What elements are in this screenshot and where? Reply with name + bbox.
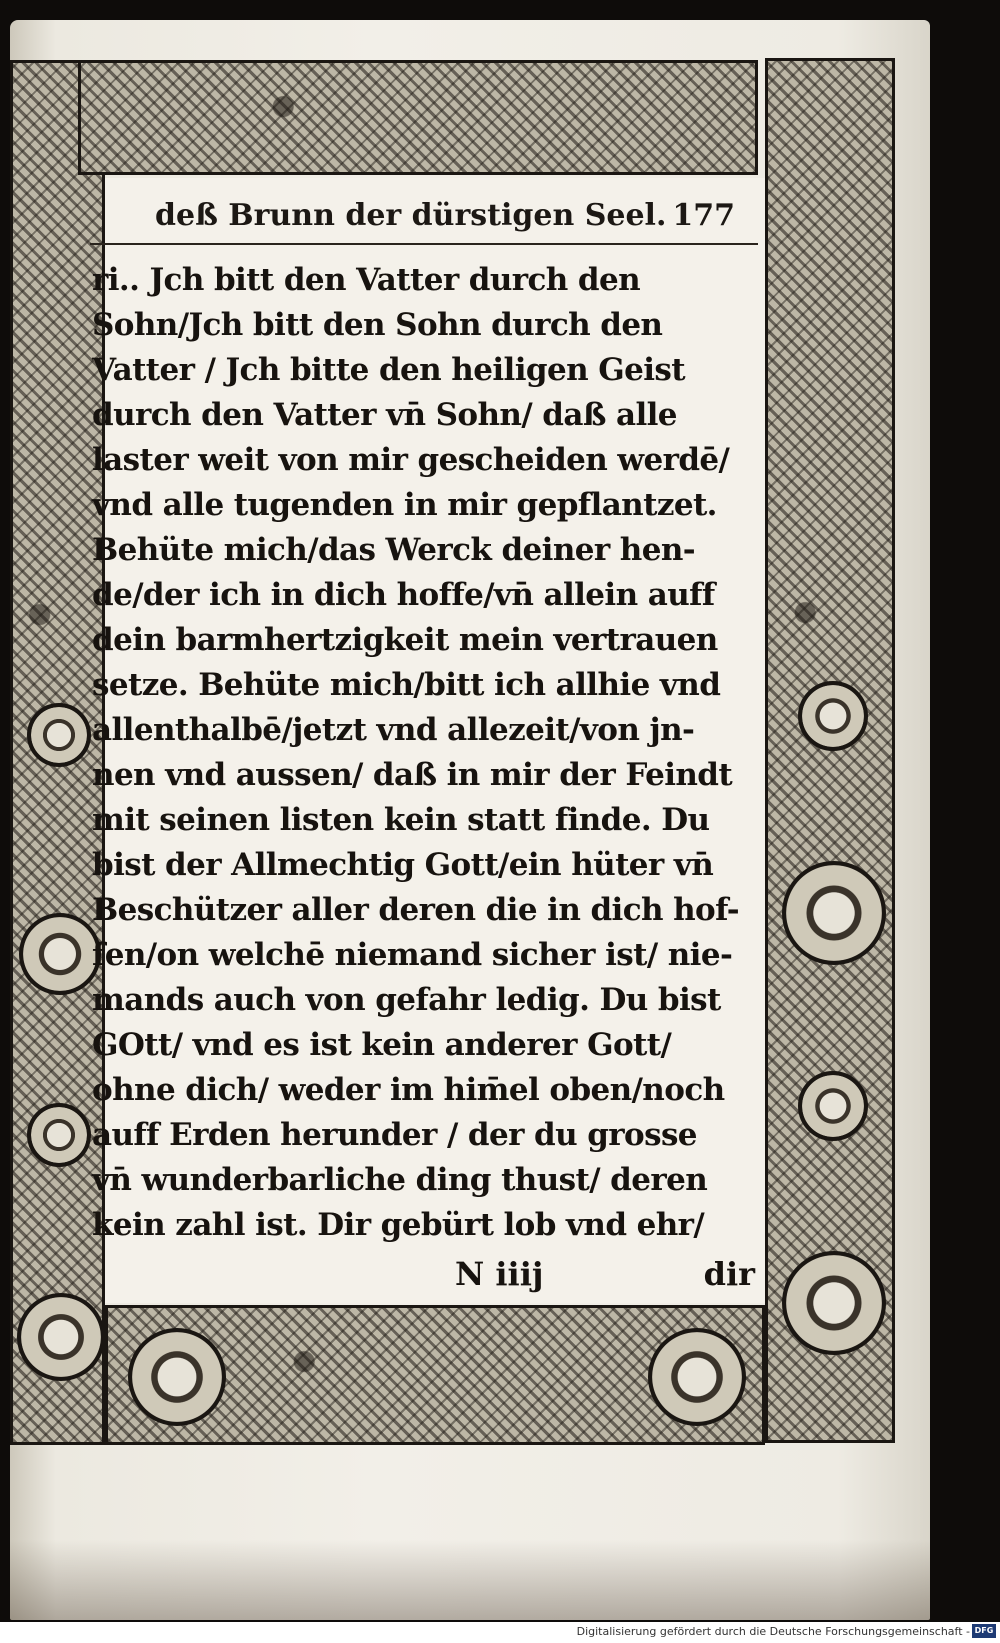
text-line: GOtt/ vnd es ist kein anderer Gott/ [92, 1027, 672, 1063]
text-line: allenthalbē/jetzt vnd allezeit/von jn- [92, 712, 695, 748]
rosette-ornament [782, 1251, 886, 1355]
text-line: vnd alle tugenden in mir gepflantzet. [92, 487, 717, 523]
woodcut-border-top [78, 60, 758, 175]
page-edge-shadow [10, 1540, 930, 1620]
woodcut-border-bottom [105, 1305, 765, 1445]
text-line: ri.. Jch bitt den Vatter durch den [92, 262, 641, 298]
text-line: nen vnd aussen/ daß in mir der Feindt [92, 757, 733, 793]
rosette-ornament [19, 913, 101, 995]
text-line: mands auch von gefahr ledig. Du bist [92, 982, 721, 1018]
text-line: vn̄ wunderbarliche ding thust/ deren [92, 1162, 708, 1198]
running-head [155, 190, 735, 240]
body-text [92, 258, 772, 1248]
text-line: de/der ich in dich hoffe/vn̄ allein auff [92, 577, 715, 613]
text-line: Behüte mich/das Werck deiner hen- [92, 532, 696, 568]
rosette-ornament [798, 681, 868, 751]
signature-mark: N iiij [455, 1255, 544, 1293]
running-head-title: deß Brunn der dürstigen Seel. [155, 197, 667, 233]
funding-credit: Digitalisierung gefördert durch die Deutsche Forschungsgemeinschaft - [576, 1625, 970, 1638]
rosette-ornament [27, 1103, 91, 1167]
catchword: dir [703, 1255, 755, 1293]
text-line: bist der Allmechtig Gott/ein hüter vn̄ [92, 847, 714, 883]
text-line: laster weit von mir gescheiden werdē/ [92, 442, 730, 478]
header-rule [90, 243, 758, 245]
text-line: setze. Behüte mich/bitt ich allhie vnd [92, 667, 721, 703]
rosette-ornament [27, 703, 91, 767]
woodcut-border-right [765, 58, 895, 1443]
signature-line [455, 1250, 755, 1298]
text-line: fen/on welchē niemand sicher ist/ nie- [92, 937, 733, 973]
text-line: kein zahl ist. Dir gebürt lob vnd ehr/ [92, 1207, 705, 1243]
rosette-ornament [648, 1328, 746, 1426]
text-line: dein barmhertzigkeit mein vertrauen [92, 622, 718, 658]
rosette-ornament [17, 1293, 105, 1381]
rosette-ornament [128, 1328, 226, 1426]
text-line: Beschützer aller deren die in dich hof- [92, 892, 740, 928]
text-line: durch den Vatter vn̄ Sohn/ daß alle [92, 397, 677, 433]
page-number: 177 [672, 197, 735, 233]
text-line: Vatter / Jch bitte den heiligen Geist [92, 352, 685, 388]
woodcut-border-left [10, 60, 105, 1445]
dfg-logo: DFG [972, 1624, 996, 1638]
rosette-ornament [782, 861, 886, 965]
text-line: ohne dich/ weder im him̄el oben/noch [92, 1072, 725, 1108]
text-line: auff Erden herunder / der du grosse [92, 1117, 697, 1153]
text-line: Sohn/Jch bitt den Sohn durch den [92, 307, 663, 343]
text-line: mit seinen listen kein statt finde. Du [92, 802, 710, 838]
rosette-ornament [798, 1071, 868, 1141]
